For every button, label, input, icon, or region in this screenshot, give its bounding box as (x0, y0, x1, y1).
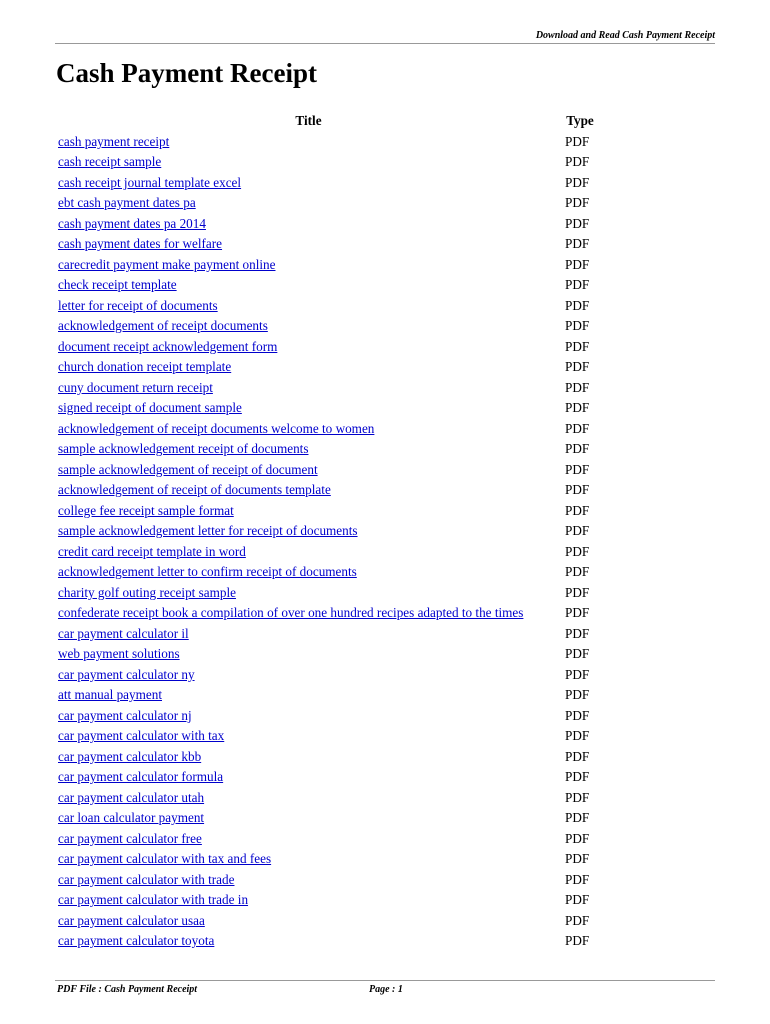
table-row (55, 357, 595, 378)
title-cell (55, 501, 562, 522)
title-cell (55, 644, 562, 665)
table-row (55, 173, 595, 194)
title-cell (55, 829, 562, 850)
table-row (55, 890, 595, 911)
type-cell: PDF (565, 646, 590, 662)
document-link[interactable]: ebt cash payment dates pa (58, 195, 196, 211)
type-cell: PDF (565, 666, 590, 682)
type-cell: PDF (565, 379, 590, 395)
title-cell (55, 378, 562, 399)
type-cell: PDF (565, 851, 590, 867)
type-cell: PDF (565, 502, 590, 518)
type-cell: PDF (565, 318, 590, 334)
document-link[interactable]: acknowledgement letter to confirm receipt of documents (58, 564, 357, 580)
document-link[interactable]: carecredit payment make payment online (58, 256, 276, 272)
type-cell: PDF (565, 174, 590, 190)
table-row (55, 767, 595, 788)
type-cell: PDF (565, 543, 590, 559)
type-cell: PDF (565, 215, 590, 231)
type-cell: PDF (565, 728, 590, 744)
title-cell (55, 685, 562, 706)
document-link[interactable]: car payment calculator with tax (58, 728, 225, 744)
document-link[interactable]: car payment calculator toyota (58, 933, 215, 949)
footer-page-label: Page : 1 (369, 984, 403, 995)
title-cell (55, 316, 562, 337)
title-cell (55, 255, 562, 276)
document-link[interactable]: sample acknowledgement of receipt of document (58, 461, 318, 477)
type-cell: PDF (565, 625, 590, 641)
title-cell (55, 234, 562, 255)
type-cell: PDF (565, 297, 590, 313)
type-cell: PDF (565, 687, 590, 703)
document-link[interactable]: car payment calculator formula (58, 769, 224, 785)
header-divider (55, 43, 715, 44)
page-title: Cash Payment Receipt (56, 58, 317, 88)
table-row (55, 603, 595, 624)
document-link[interactable]: signed receipt of document sample (58, 400, 242, 416)
document-link[interactable]: cash payment dates for welfare (58, 236, 223, 252)
document-table (55, 111, 595, 952)
title-cell (55, 747, 562, 768)
table-row (55, 296, 595, 317)
document-link[interactable]: sample acknowledgement receipt of documents (58, 441, 309, 457)
type-cell: PDF (565, 359, 590, 375)
type-cell: PDF (565, 441, 590, 457)
table-header-row (55, 111, 595, 132)
table-row (55, 234, 595, 255)
table-row (55, 193, 595, 214)
table-row (55, 337, 595, 358)
title-cell (55, 603, 562, 624)
title-cell (55, 788, 562, 809)
type-cell: PDF (565, 195, 590, 211)
type-cell: PDF (565, 912, 590, 928)
title-cell (55, 808, 562, 829)
header-text: Download and Read Cash Payment Receipt (535, 30, 715, 41)
document-link[interactable]: cash receipt journal template excel (58, 174, 242, 190)
title-cell (55, 706, 562, 727)
document-link[interactable]: college fee receipt sample format (58, 502, 234, 518)
type-cell: PDF (565, 420, 590, 436)
table-row (55, 214, 595, 235)
title-cell (55, 521, 562, 542)
title-cell (55, 357, 562, 378)
table-row (55, 439, 595, 460)
type-cell: PDF (565, 154, 590, 170)
document-link[interactable]: car payment calculator kbb (58, 748, 202, 764)
table-row (55, 911, 595, 932)
type-cell: PDF (565, 830, 590, 846)
table-row (55, 460, 595, 481)
title-cell (55, 132, 562, 153)
title-cell (55, 870, 562, 891)
title-cell (55, 931, 562, 952)
title-cell (55, 583, 562, 604)
type-cell: PDF (565, 236, 590, 252)
title-cell (55, 419, 562, 440)
title-cell (55, 337, 562, 358)
title-cell (55, 460, 562, 481)
footer-file-label: PDF File : Cash Payment Receipt (57, 984, 198, 995)
column-header-title: Title (295, 113, 322, 129)
table-row (55, 480, 595, 501)
document-link[interactable]: check receipt template (58, 277, 177, 293)
table-row (55, 849, 595, 870)
title-cell (55, 562, 562, 583)
document-link[interactable]: cuny document return receipt (58, 379, 213, 395)
title-cell (55, 439, 562, 460)
type-cell: PDF (565, 810, 590, 826)
title-cell (55, 542, 562, 563)
document-link[interactable]: sample acknowledgement letter for receipt of documents (58, 523, 358, 539)
table-row (55, 562, 595, 583)
type-cell: PDF (565, 277, 590, 293)
title-cell (55, 152, 562, 173)
document-link[interactable]: confederate receipt book a compilation of over one hundred recipes adapted to the times (58, 605, 524, 621)
table-row (55, 501, 595, 522)
document-link[interactable]: car payment calculator ny (58, 666, 195, 682)
table-row (55, 829, 595, 850)
type-cell: PDF (565, 769, 590, 785)
type-cell: PDF (565, 584, 590, 600)
title-cell (55, 173, 562, 194)
table-row (55, 542, 595, 563)
document-link[interactable]: cash receipt sample (58, 154, 162, 170)
table-row (55, 398, 595, 419)
table-row (55, 870, 595, 891)
table-row (55, 378, 595, 399)
table-row (55, 931, 595, 952)
table-row (55, 521, 595, 542)
document-link[interactable]: acknowledgement of receipt documents (58, 318, 268, 334)
document-link[interactable]: acknowledgement of receipt of documents template (58, 482, 331, 498)
table-row (55, 624, 595, 645)
title-cell (55, 214, 562, 235)
document-link[interactable]: car payment calculator with trade (58, 871, 235, 887)
type-cell: PDF (565, 523, 590, 539)
column-header-type: Type (566, 113, 594, 129)
document-link[interactable]: car payment calculator with tax and fees (58, 851, 272, 867)
table-row (55, 747, 595, 768)
document-link[interactable]: car payment calculator with trade in (58, 892, 249, 908)
type-cell: PDF (565, 461, 590, 477)
document-link[interactable]: charity golf outing receipt sample (58, 584, 236, 600)
title-cell (55, 890, 562, 911)
type-cell: PDF (565, 564, 590, 580)
document-link[interactable]: cash payment receipt (58, 133, 170, 149)
table-row (55, 685, 595, 706)
title-cell (55, 849, 562, 870)
table-row (55, 808, 595, 829)
title-cell (55, 624, 562, 645)
footer-divider (55, 980, 715, 981)
type-cell: PDF (565, 338, 590, 354)
type-cell: PDF (565, 933, 590, 949)
title-cell (55, 767, 562, 788)
document-link[interactable]: car loan calculator payment (58, 810, 205, 826)
document-link[interactable]: car payment calculator utah (58, 789, 205, 805)
document-link[interactable]: church donation receipt template (58, 359, 232, 375)
type-cell: PDF (565, 482, 590, 498)
table-body (55, 132, 595, 952)
type-cell: PDF (565, 605, 590, 621)
table-row (55, 152, 595, 173)
type-cell: PDF (565, 400, 590, 416)
document-link[interactable]: car payment calculator usaa (58, 912, 205, 928)
table-row (55, 665, 595, 686)
title-cell (55, 193, 562, 214)
type-cell: PDF (565, 133, 590, 149)
type-cell: PDF (565, 256, 590, 272)
table-row (55, 255, 595, 276)
table-row (55, 419, 595, 440)
document-link[interactable]: credit card receipt template in word (58, 543, 246, 559)
title-cell (55, 296, 562, 317)
type-cell: PDF (565, 748, 590, 764)
table-row (55, 726, 595, 747)
title-cell (55, 480, 562, 501)
document-link[interactable]: acknowledgement of receipt documents welcome to women (58, 420, 375, 436)
table-row (55, 132, 595, 153)
title-cell (55, 665, 562, 686)
title-cell (55, 398, 562, 419)
document-link[interactable]: car payment calculator free (58, 830, 202, 846)
document-link[interactable]: att manual payment (58, 687, 162, 703)
table-row (55, 706, 595, 727)
type-cell: PDF (565, 789, 590, 805)
document-link[interactable]: web payment solutions (58, 646, 180, 662)
table-row (55, 316, 595, 337)
type-cell: PDF (565, 707, 590, 723)
document-link[interactable]: document receipt acknowledgement form (58, 338, 278, 354)
type-cell: PDF (565, 871, 590, 887)
table-row (55, 644, 595, 665)
title-cell (55, 726, 562, 747)
title-cell (55, 275, 562, 296)
document-link[interactable]: letter for receipt of documents (58, 297, 218, 313)
table-row (55, 275, 595, 296)
document-link[interactable]: car payment calculator nj (58, 707, 192, 723)
table-row (55, 788, 595, 809)
document-link[interactable]: cash payment dates pa 2014 (58, 215, 206, 231)
type-cell: PDF (565, 892, 590, 908)
document-link[interactable]: car payment calculator il (58, 625, 189, 641)
table-row (55, 583, 595, 604)
title-cell (55, 911, 562, 932)
